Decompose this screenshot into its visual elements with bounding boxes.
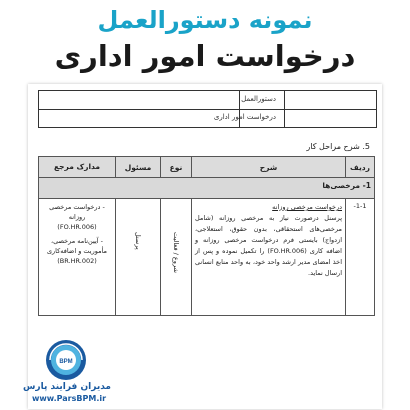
company-name: مدیران فرایند پارس: [23, 382, 111, 392]
pars-bpm-logo-icon: [44, 338, 88, 382]
row-body: پرسنل درصورت نیاز به مرخصی روزانه (شامل مرخصی‌های استحقاقی، بدون حقوق، استعلاجی، ازدواج) بایستی فرم درخواست مرخصی روزانه و اضافه کاری (FO.HR.006) را تکمیل نموده و پس از اخذ امضای مدیر ارشد واحد خود، به واحد منابع انسانی ارسال نماید.: [195, 214, 342, 277]
svg-text:BPM: BPM: [59, 359, 73, 365]
table-row: [39, 199, 375, 316]
header-references: مدارک مرجع: [39, 157, 116, 178]
header-responsible: مسئول: [116, 157, 161, 178]
row-number: 1-1-: [346, 199, 375, 316]
banner-subtitle: نمونه دستورالعمل: [97, 6, 313, 34]
header-row-number: ردیف: [346, 157, 375, 178]
group-label: 1- مرخصی‌ها: [39, 178, 375, 199]
row-type: شروع / فعالیت: [161, 199, 192, 316]
row-description: [192, 199, 346, 316]
header-description: شرح: [192, 157, 346, 178]
row-title: درخواست مرخصی روزانه: [272, 203, 342, 211]
group-row: [39, 178, 375, 199]
company-url[interactable]: www.ParsBPM.ir: [31, 394, 107, 403]
header-doc-title: درخواست امور اداری: [213, 113, 276, 121]
section-heading: 5. شرح مراحل کار: [306, 142, 370, 151]
document-header: [38, 90, 377, 128]
row-references: - درخواست مرخصی روزانه (FO.HR.006) - آیین‌نامه مرخصی، مأموریت و اضافه‌کاری (BR.HR.002): [39, 199, 116, 316]
banner-title: درخواست امور اداری: [54, 39, 356, 73]
table-header-row: [39, 157, 375, 178]
header-doc-type: دستورالعمل: [241, 95, 276, 103]
steps-table: [38, 156, 375, 316]
header-type: نوع: [161, 157, 192, 178]
row-responsible: پرسنل: [116, 199, 161, 316]
